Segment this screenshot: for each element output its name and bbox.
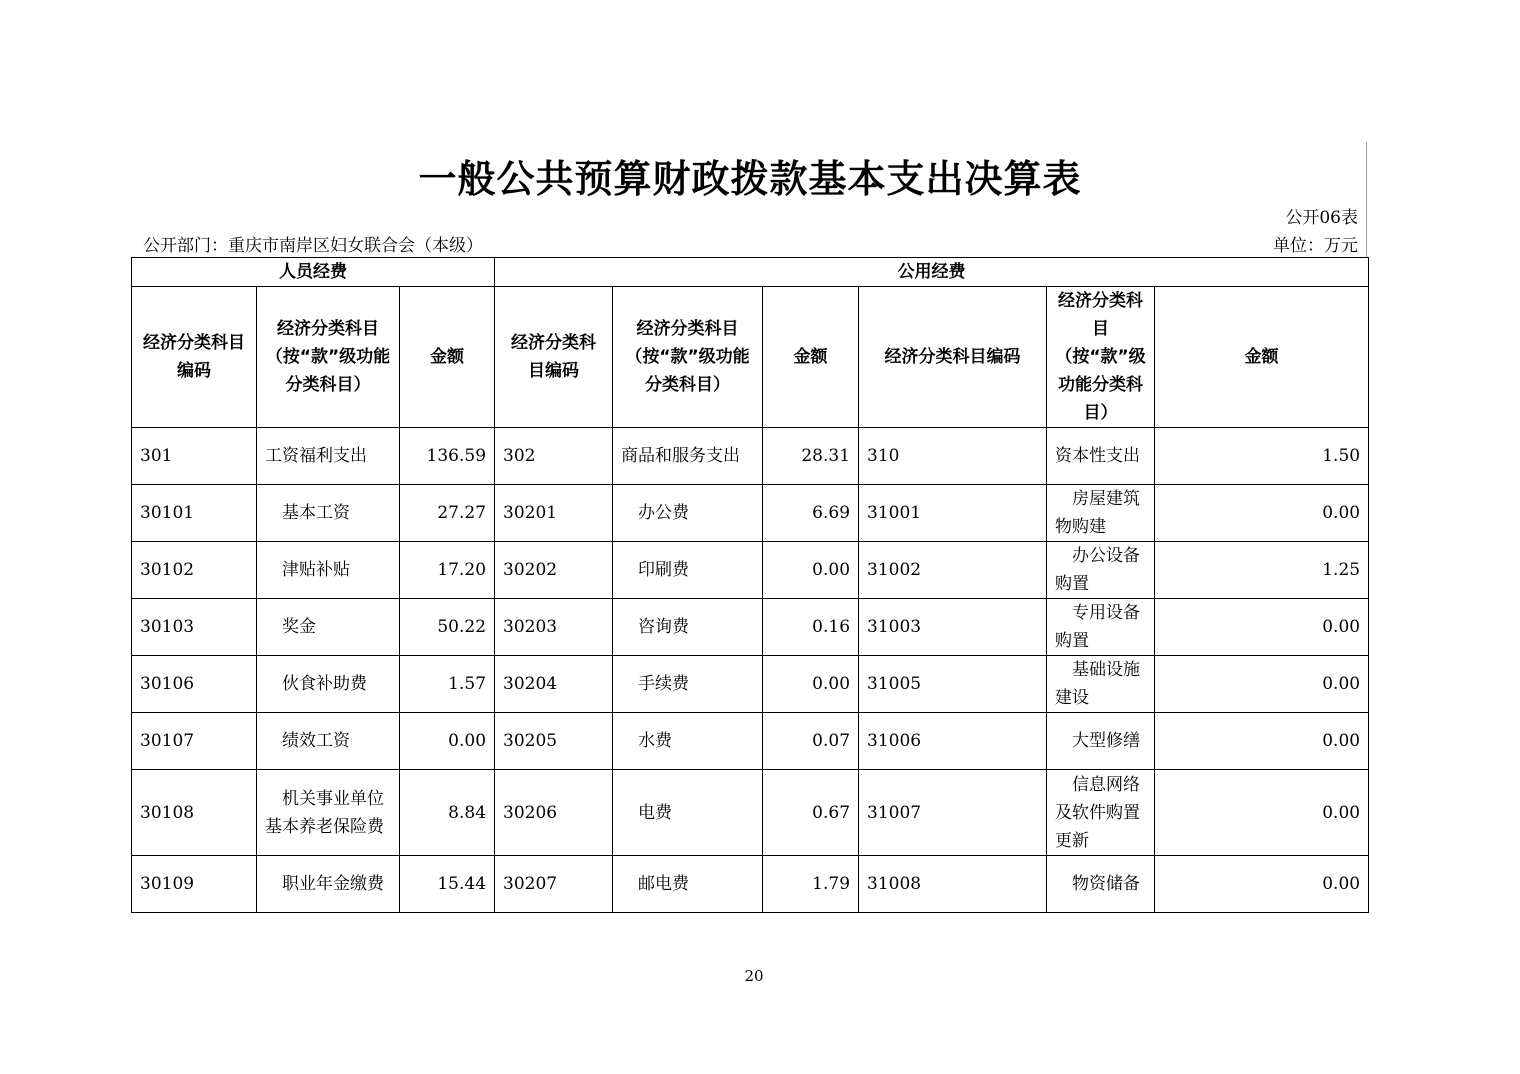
table-row [132, 713, 1369, 770]
page-number: 20 [744, 967, 764, 985]
goods-amount-cell: 28.31 [763, 428, 859, 485]
goods-code-cell: 30203 [495, 599, 613, 656]
table-row [132, 485, 1369, 542]
personnel-amount-cell: 17.20 [400, 542, 495, 599]
capital-name-cell: 基础设施建设 [1047, 656, 1155, 713]
capital-name-cell: 信息网络及软件购置更新 [1047, 770, 1155, 856]
goods-amount-cell: 0.16 [763, 599, 859, 656]
personnel-name-cell: 职业年金缴费 [257, 856, 400, 913]
table-row [132, 856, 1369, 913]
group-public: 公用经费 [495, 258, 1369, 287]
header-personnel-amount: 金额 [400, 287, 495, 428]
goods-name-cell: 商品和服务支出 [613, 428, 763, 485]
table-row [132, 428, 1369, 485]
personnel-amount-cell: 15.44 [400, 856, 495, 913]
header-personnel-name: 经济分类科目（按“款”级功能分类科目） [257, 287, 400, 428]
personnel-name-cell: 奖金 [257, 599, 400, 656]
goods-amount-cell: 0.00 [763, 542, 859, 599]
goods-code-cell: 30207 [495, 856, 613, 913]
goods-amount-cell: 0.00 [763, 656, 859, 713]
personnel-code-cell: 30101 [132, 485, 257, 542]
group-header-row [132, 258, 1369, 287]
header-capital-code: 经济分类科目编码 [859, 287, 1047, 428]
personnel-amount-cell: 1.57 [400, 656, 495, 713]
goods-code-cell: 30202 [495, 542, 613, 599]
capital-amount-cell: 1.50 [1155, 428, 1369, 485]
capital-code-cell: 31008 [859, 856, 1047, 913]
capital-name-cell: 专用设备购置 [1047, 599, 1155, 656]
capital-code-cell: 310 [859, 428, 1047, 485]
capital-name-cell: 房屋建筑物购建 [1047, 485, 1155, 542]
personnel-name-cell: 基本工资 [257, 485, 400, 542]
personnel-code-cell: 30108 [132, 770, 257, 856]
personnel-code-cell: 30102 [132, 542, 257, 599]
personnel-amount-cell: 27.27 [400, 485, 495, 542]
header-capital-name: 经济分类科目（按“款”级功能分类科目） [1047, 287, 1155, 428]
capital-name-cell: 办公设备购置 [1047, 542, 1155, 599]
header-capital-amount: 金额 [1155, 287, 1369, 428]
personnel-name-cell: 伙食补助费 [257, 656, 400, 713]
goods-code-cell: 30201 [495, 485, 613, 542]
goods-amount-cell: 6.69 [763, 485, 859, 542]
capital-amount-cell: 1.25 [1155, 542, 1369, 599]
capital-code-cell: 31006 [859, 713, 1047, 770]
goods-name-cell: 印刷费 [613, 542, 763, 599]
goods-amount-cell: 0.07 [763, 713, 859, 770]
goods-code-cell: 30206 [495, 770, 613, 856]
goods-name-cell: 办公费 [613, 485, 763, 542]
page-title: 一般公共预算财政拨款基本支出决算表 [418, 157, 1082, 201]
header-goods-amount: 金额 [763, 287, 859, 428]
table-row [132, 770, 1369, 856]
personnel-name-cell: 津贴补贴 [257, 542, 400, 599]
capital-amount-cell: 0.00 [1155, 485, 1369, 542]
header-personnel-code: 经济分类科目编码 [132, 287, 257, 428]
capital-amount-cell: 0.00 [1155, 713, 1369, 770]
header-goods-name: 经济分类科目（按“款”级功能分类科目） [613, 287, 763, 428]
goods-code-cell: 302 [495, 428, 613, 485]
department-label: 公开部门：重庆市南岸区妇女联合会（本级） [143, 236, 483, 256]
capital-name-cell: 大型修缮 [1047, 713, 1155, 770]
capital-amount-cell: 0.00 [1155, 856, 1369, 913]
personnel-name-cell: 工资福利支出 [257, 428, 400, 485]
personnel-name-cell: 绩效工资 [257, 713, 400, 770]
personnel-code-cell: 30106 [132, 656, 257, 713]
goods-name-cell: 水费 [613, 713, 763, 770]
capital-amount-cell: 0.00 [1155, 656, 1369, 713]
capital-amount-cell: 0.00 [1155, 599, 1369, 656]
expenditure-table [131, 257, 1369, 913]
personnel-amount-cell: 136.59 [400, 428, 495, 485]
goods-name-cell: 咨询费 [613, 599, 763, 656]
goods-code-cell: 30204 [495, 656, 613, 713]
personnel-amount-cell: 0.00 [400, 713, 495, 770]
personnel-amount-cell: 8.84 [400, 770, 495, 856]
goods-name-cell: 邮电费 [613, 856, 763, 913]
table-row [132, 656, 1369, 713]
capital-code-cell: 31001 [859, 485, 1047, 542]
personnel-code-cell: 30109 [132, 856, 257, 913]
table-number: 公开06表 [1285, 208, 1358, 228]
table-row [132, 599, 1369, 656]
goods-name-cell: 手续费 [613, 656, 763, 713]
goods-name-cell: 电费 [613, 770, 763, 856]
capital-name-cell: 资本性支出 [1047, 428, 1155, 485]
column-header-row [132, 287, 1369, 428]
personnel-amount-cell: 50.22 [400, 599, 495, 656]
capital-code-cell: 31007 [859, 770, 1047, 856]
goods-amount-cell: 1.79 [763, 856, 859, 913]
capital-code-cell: 31002 [859, 542, 1047, 599]
personnel-name-cell: 机关事业单位基本养老保险费 [257, 770, 400, 856]
personnel-code-cell: 30107 [132, 713, 257, 770]
group-personnel: 人员经费 [132, 258, 495, 287]
capital-code-cell: 31003 [859, 599, 1047, 656]
table-row [132, 542, 1369, 599]
unit-label: 单位：万元 [1273, 236, 1358, 256]
header-goods-code: 经济分类科目编码 [495, 287, 613, 428]
capital-name-cell: 物资储备 [1047, 856, 1155, 913]
capital-amount-cell: 0.00 [1155, 770, 1369, 856]
goods-code-cell: 30205 [495, 713, 613, 770]
personnel-code-cell: 301 [132, 428, 257, 485]
personnel-code-cell: 30103 [132, 599, 257, 656]
goods-amount-cell: 0.67 [763, 770, 859, 856]
capital-code-cell: 31005 [859, 656, 1047, 713]
